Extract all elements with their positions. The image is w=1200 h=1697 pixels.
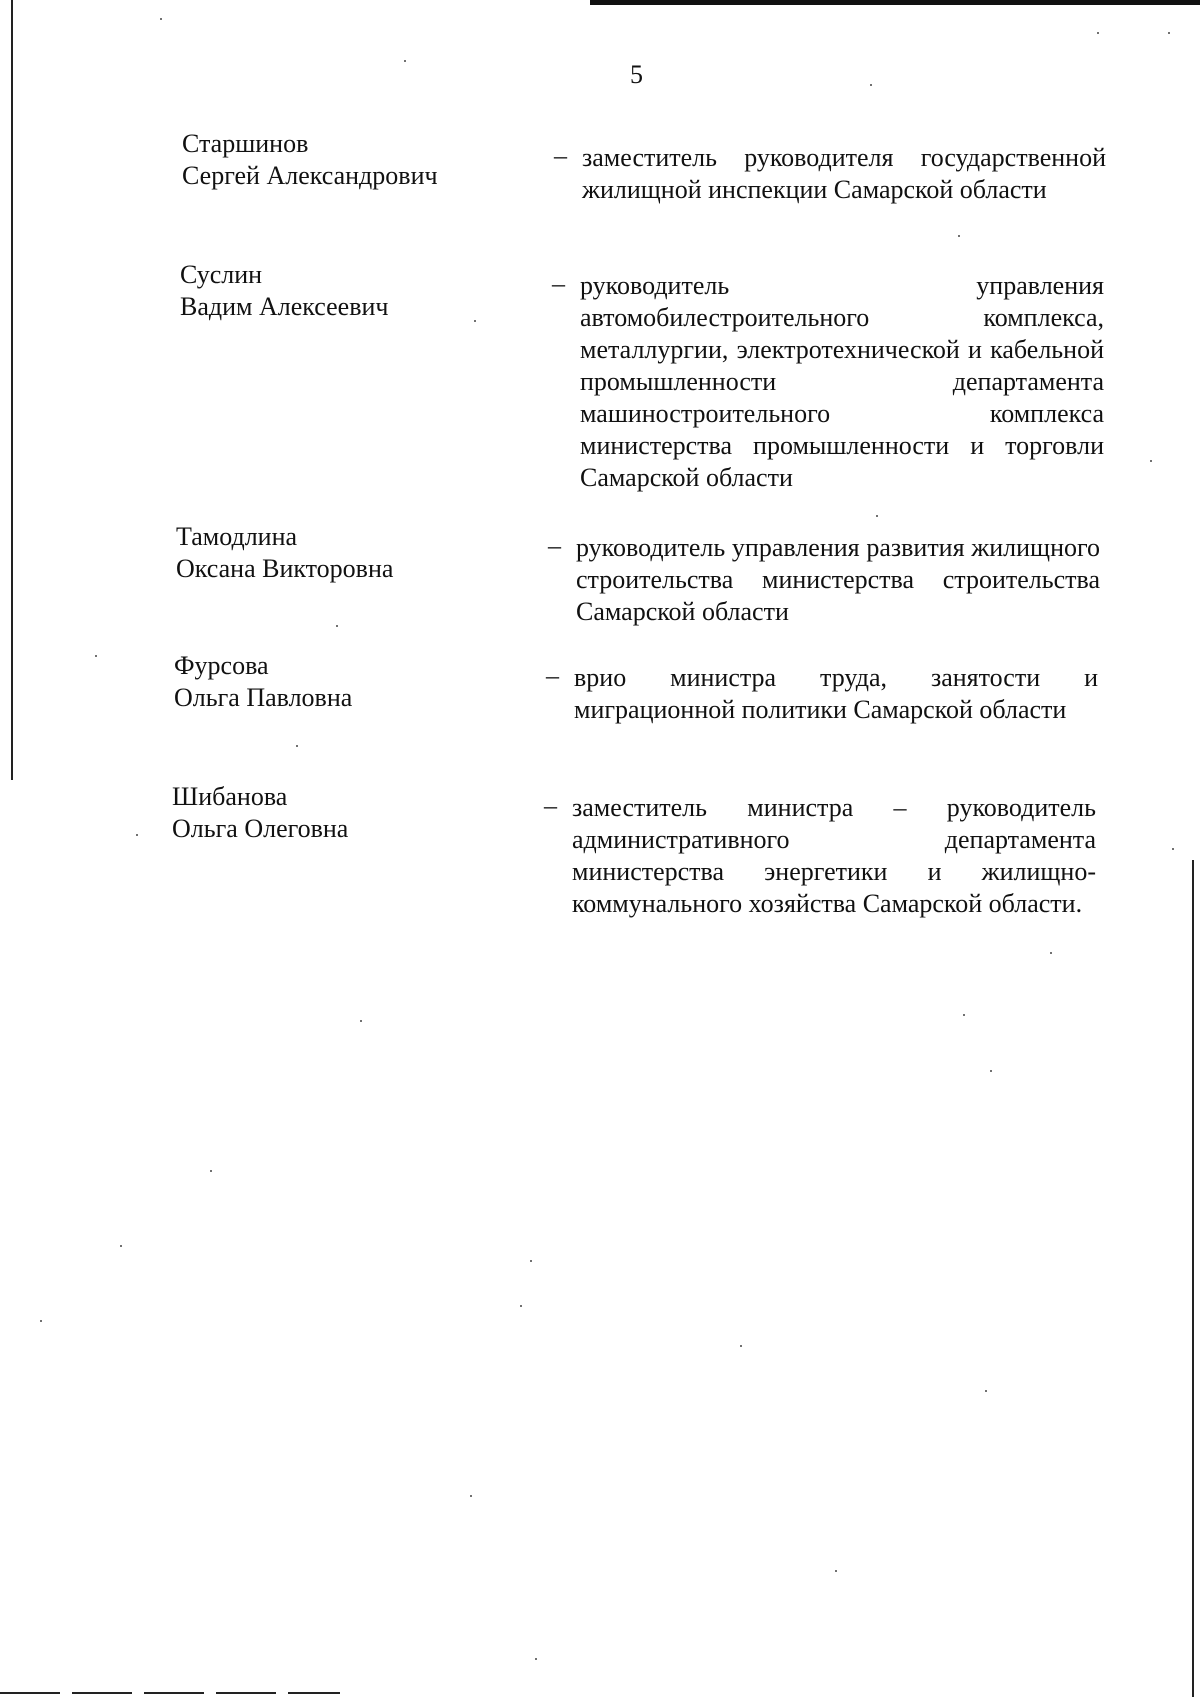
scan-speck <box>1097 32 1099 34</box>
person-surname: Суслин <box>180 260 263 289</box>
scan-speck <box>296 745 298 747</box>
entry-dash: – <box>546 661 559 690</box>
person-given-names: Сергей Александрович <box>182 161 438 190</box>
scan-speck <box>1150 460 1152 462</box>
person-surname: Фурсова <box>174 651 269 680</box>
scan-speck <box>530 1260 532 1262</box>
scan-speck <box>876 515 878 517</box>
person-name <box>176 521 393 585</box>
person-surname: Шибанова <box>172 782 288 811</box>
entry-dash: – <box>548 531 561 560</box>
person-name <box>180 259 388 323</box>
scan-speck <box>95 655 97 657</box>
scan-speck <box>474 320 476 322</box>
scan-speck <box>120 1245 122 1247</box>
scan-speck <box>740 1345 742 1347</box>
entry-dash: – <box>554 141 567 170</box>
person-position: заместитель руководителя государственной жилищной инспекции Самарской области <box>582 143 1106 204</box>
scan-speck <box>360 1020 362 1022</box>
scan-speck <box>1050 952 1052 954</box>
scan-speck <box>870 84 872 86</box>
scan-speck <box>210 1170 212 1172</box>
person-position: заместитель министра – руководитель административного департамента министерства энергетики и жилищно-коммунального хозяйства Самарской области. <box>572 793 1096 918</box>
person-given-names: Ольга Олеговна <box>172 814 349 843</box>
entry-dash: – <box>544 791 557 820</box>
person-given-names: Вадим Алексеевич <box>180 292 389 321</box>
person-position: врио министра труда, занятости и миграционной политики Самарской области <box>574 663 1098 724</box>
page-number: 5 <box>630 60 643 89</box>
scan-right-edge <box>1192 860 1194 1697</box>
person-given-names: Ольга Павловна <box>174 683 353 712</box>
scan-speck <box>470 1495 472 1497</box>
scan-speck <box>1172 848 1174 850</box>
person-name <box>174 650 352 714</box>
scan-speck <box>520 1305 522 1307</box>
scan-bottom-dash <box>0 1692 340 1694</box>
scan-left-edge <box>11 0 13 780</box>
scan-speck <box>985 1390 987 1392</box>
scan-top-rule <box>590 0 1200 5</box>
scan-speck <box>835 1570 837 1572</box>
scan-speck <box>40 1320 42 1322</box>
scan-speck <box>963 1014 965 1016</box>
person-given-names: Оксана Викторовна <box>176 554 394 583</box>
scan-speck <box>1168 32 1170 34</box>
person-surname: Старшинов <box>182 129 309 158</box>
entry-dash: – <box>552 269 565 298</box>
scan-speck <box>958 235 960 237</box>
scan-speck <box>990 1070 992 1072</box>
person-surname: Тамодлина <box>176 522 298 551</box>
person-name <box>172 781 348 845</box>
scan-speck <box>535 1658 537 1660</box>
scan-speck <box>136 834 138 836</box>
person-position: руководитель управления развития жилищного строительства министерства строительства Самарской области <box>576 533 1100 626</box>
scan-speck <box>336 625 338 627</box>
scan-speck <box>160 18 162 20</box>
scan-speck <box>404 60 406 62</box>
person-position: руководитель управления автомобилестроительного комплекса, металлургии, электротехнической и кабельной промышленности департамента машиностроительного комплекса министерства промышленности и торговли Самарской области <box>580 271 1104 492</box>
person-name <box>182 128 438 192</box>
